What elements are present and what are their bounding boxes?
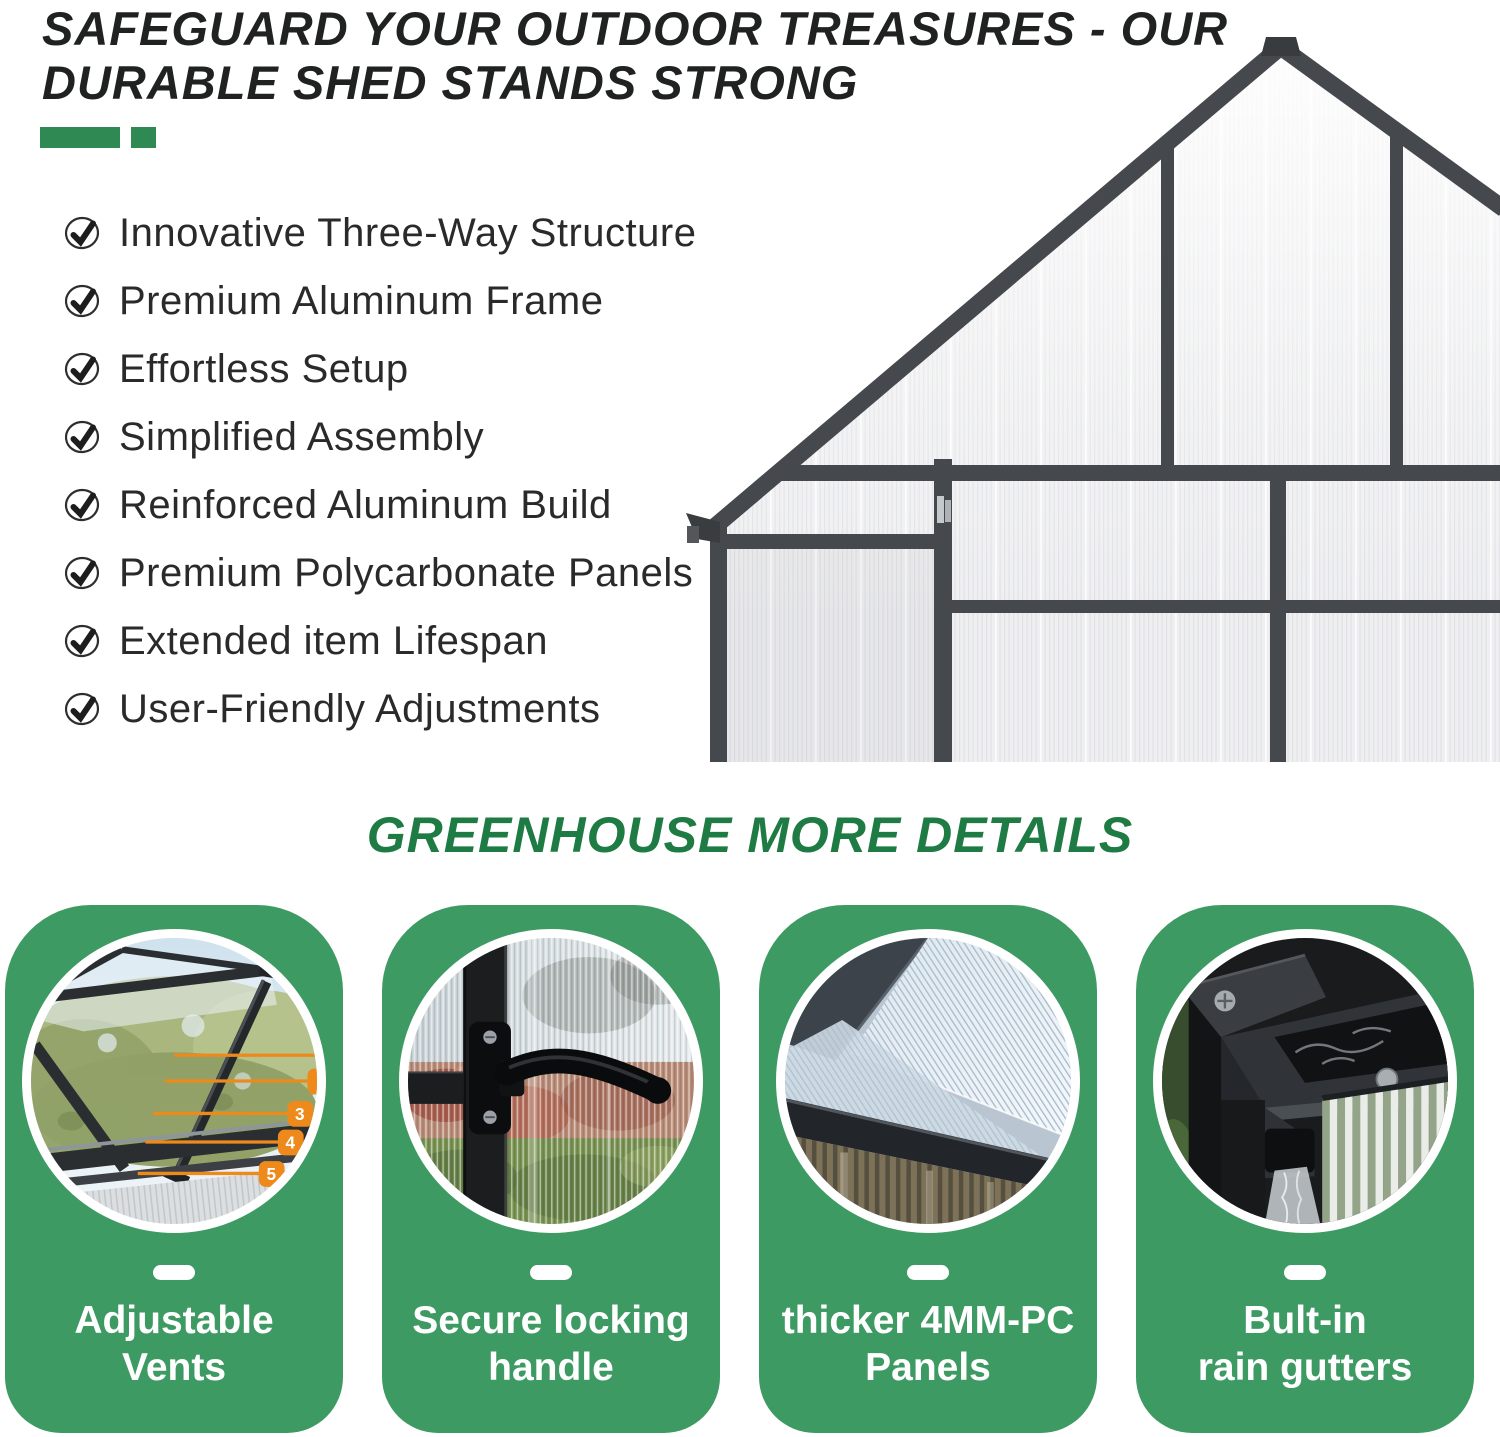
card-adjustable-vents	[5, 905, 343, 1433]
check-circle-icon	[63, 214, 101, 252]
feature-list	[63, 199, 696, 743]
feature-list-item	[63, 675, 696, 743]
section-heading: GREENHOUSE MORE DETAILS	[366, 807, 1134, 863]
card-caption: Bult-in rain gutters	[1197, 1299, 1413, 1389]
check-circle-icon	[63, 418, 101, 456]
feature-label: Premium Aluminum Frame	[119, 278, 604, 323]
svg-text:3: 3	[295, 1104, 305, 1125]
door-latch	[937, 496, 951, 523]
card-caption: thicker 4MM-PC Panels	[781, 1299, 1075, 1389]
check-circle-icon	[63, 554, 101, 592]
card-caption: Adjustable Vents	[74, 1299, 274, 1389]
feature-list-item	[63, 539, 696, 607]
greenhouse-illustration	[680, 35, 1500, 770]
feature-list-item	[63, 267, 696, 335]
card-secure-locking-handle	[382, 905, 720, 1433]
panels-photo	[776, 929, 1080, 1233]
check-circle-icon	[63, 282, 101, 320]
card-caption: Secure locking handle	[412, 1299, 690, 1389]
feature-label: User-Friendly Adjustments	[119, 686, 601, 731]
greenhouse-panels	[718, 52, 1500, 762]
accent-bar-wide	[40, 127, 120, 148]
card-thicker-panels	[759, 905, 1097, 1433]
feature-list-item	[63, 607, 696, 675]
svg-text:4: 4	[285, 1132, 296, 1153]
check-circle-icon	[63, 350, 101, 388]
feature-list-item	[63, 335, 696, 403]
gutter-photo	[1153, 929, 1457, 1233]
check-circle-icon	[63, 486, 101, 524]
feature-label: Reinforced Aluminum Build	[119, 482, 612, 527]
dash-divider	[1284, 1265, 1326, 1280]
check-circle-icon	[63, 690, 101, 728]
feature-list-item	[63, 471, 696, 539]
feature-label: Premium Polycarbonate Panels	[119, 550, 694, 595]
feature-list-item	[63, 403, 696, 471]
dash-divider	[153, 1265, 195, 1280]
dash-divider	[907, 1265, 949, 1280]
feature-label: Extended item Lifespan	[119, 618, 549, 663]
vent-photo	[22, 929, 326, 1233]
feature-label: Innovative Three-Way Structure	[119, 210, 697, 255]
title-line-1: SAFEGUARD YOUR OUTDOOR TREASURES - OUR	[42, 2, 1229, 55]
card-rain-gutters	[1136, 905, 1474, 1433]
svg-text:5: 5	[266, 1164, 277, 1185]
feature-label: Effortless Setup	[119, 346, 409, 391]
feature-label: Simplified Assembly	[119, 414, 485, 459]
feature-list-item	[63, 199, 696, 267]
handle-photo	[399, 929, 703, 1233]
title-line-2: DURABLE SHED STANDS STRONG	[42, 56, 859, 109]
check-circle-icon	[63, 622, 101, 660]
accent-bar-small	[131, 127, 156, 148]
dash-divider	[530, 1265, 572, 1280]
